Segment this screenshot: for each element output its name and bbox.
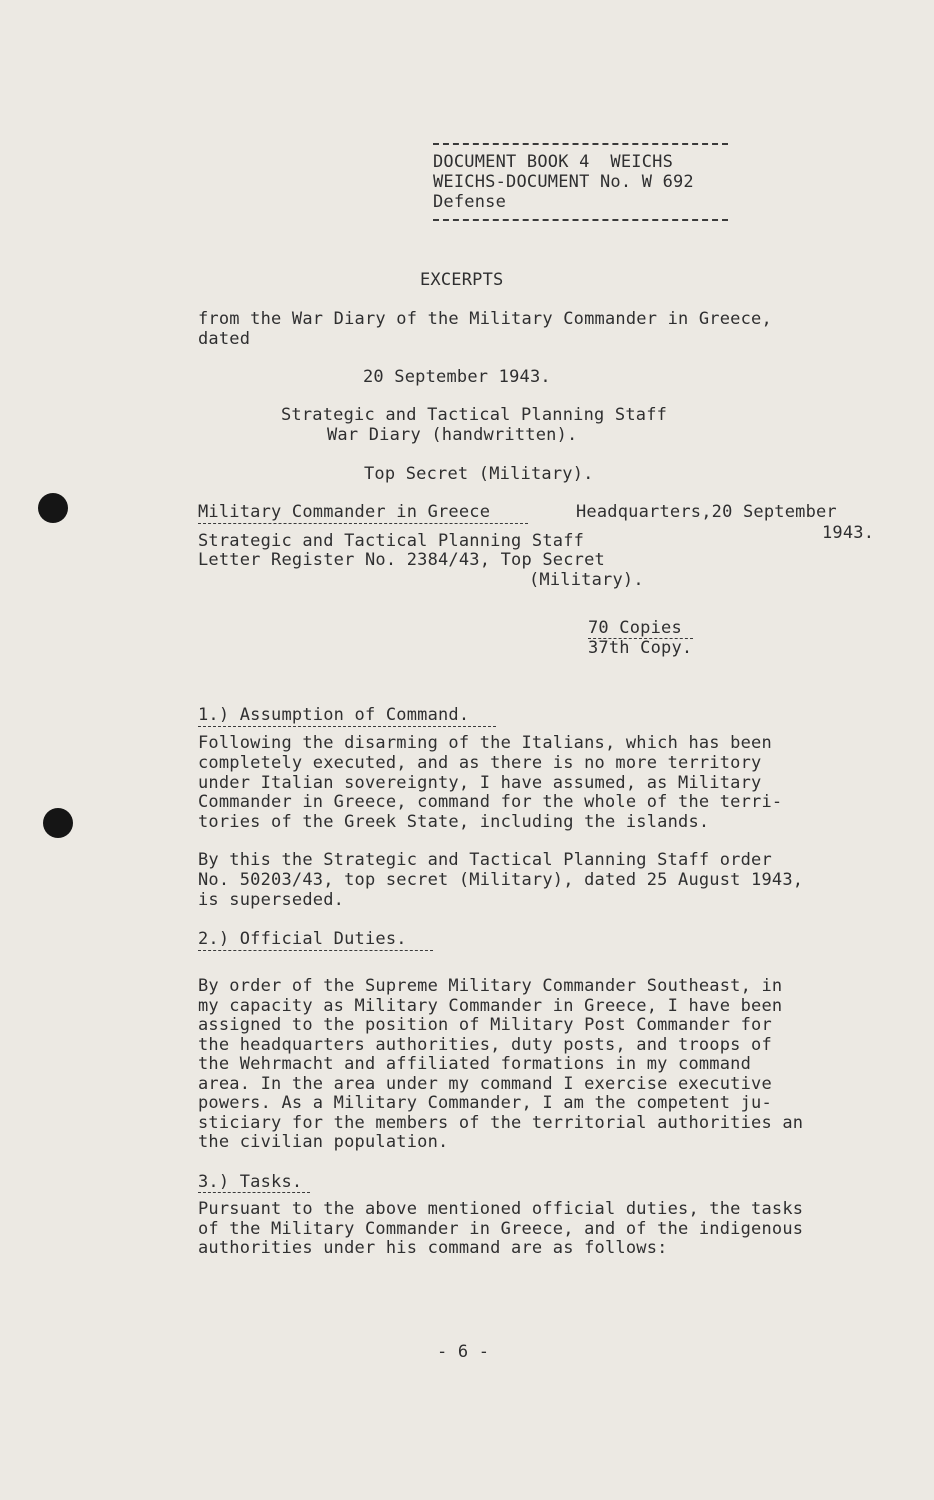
section-2-heading: 2.) Official Duties. (198, 929, 407, 949)
copies-line-1: 70 Copies (588, 618, 682, 638)
section-2-p1-line: By order of the Supreme Military Commander Southeast, in (198, 976, 783, 996)
intro-line-2: dated (198, 329, 251, 349)
section-2-heading-underline (198, 950, 433, 951)
intro-line-1: from the War Diary of the Military Commander in Greece, (198, 309, 772, 329)
section-1-p1-line: tories of the Greek State, including the islands. (198, 812, 710, 832)
section-2-p1-line: my capacity as Military Commander in Greece, I have been (198, 996, 783, 1016)
classification: Top Secret (Military). (364, 464, 594, 484)
section-1-p2-line: is superseded. (198, 890, 345, 910)
section-1-heading-underline (198, 726, 496, 727)
diary-date: 20 September 1943. (363, 367, 551, 387)
section-1-p2-line: By this the Strategic and Tactical Planning Staff order (198, 850, 772, 870)
copies-line-2: 37th Copy. (588, 638, 693, 658)
section-1-heading: 1.) Assumption of Command. (198, 705, 470, 725)
section-3-p1-line: Pursuant to the above mentioned official duties, the tasks (198, 1199, 804, 1219)
section-2-p1-line: powers. As a Military Commander, I am the competent ju- (198, 1093, 772, 1113)
section-2-p1-line: assigned to the position of Military Post Commander for (198, 1015, 772, 1035)
section-2-p1-line: the Wehrmacht and affiliated formations in my command (198, 1054, 752, 1074)
header-rule-bottom (433, 219, 728, 221)
section-3-heading: 3.) Tasks. (198, 1172, 303, 1192)
page-number: - 6 - (437, 1342, 490, 1362)
section-2-p1-line: the headquarters authorities, duty posts, and troops of (198, 1035, 772, 1055)
staff-line-2: War Diary (handwritten). (327, 425, 578, 445)
header-line-1: DOCUMENT BOOK 4 WEICHS (433, 152, 674, 172)
section-1-p1-line: Commander in Greece, command for the whole of the terri- (198, 792, 783, 812)
section-2-p1-line: sticiary for the members of the territorial authorities an (198, 1113, 804, 1133)
letterhead-line-4: (Military). (529, 570, 644, 590)
punch-hole-bottom (43, 808, 73, 838)
letterhead-line-2: Strategic and Tactical Planning Staff (198, 531, 585, 551)
letterhead-hq-year: 1943. (822, 523, 875, 543)
section-2-p1-line: area. In the area under my command I exercise executive (198, 1074, 772, 1094)
header-rule-top (433, 143, 728, 145)
letterhead-line-3: Letter Register No. 2384/43, Top Secret (198, 550, 605, 570)
document-title: EXCERPTS (420, 270, 504, 290)
letterhead-hq: Headquarters,20 September (576, 502, 837, 522)
section-3-heading-underline (198, 1192, 310, 1193)
section-1-p1-line: completely executed, and as there is no more territory (198, 753, 762, 773)
staff-line-1: Strategic and Tactical Planning Staff (281, 405, 668, 425)
section-2-p1-line: the civilian population. (198, 1132, 449, 1152)
header-line-2: WEICHS-DOCUMENT No. W 692 (433, 172, 694, 192)
section-1-p1-line: under Italian sovereignty, I have assumed, as Military (198, 773, 762, 793)
letterhead-from: Military Commander in Greece (198, 502, 491, 522)
section-3-p1-line: of the Military Commander in Greece, and of the indigenous (198, 1219, 804, 1239)
punch-hole-top (38, 493, 68, 523)
section-1-p1-line: Following the disarming of the Italians, which has been (198, 733, 772, 753)
section-1-p2-line: No. 50203/43, top secret (Military), dated 25 August 1943, (198, 870, 804, 890)
section-3-p1-line: authorities under his command are as follows: (198, 1238, 668, 1258)
header-line-3: Defense (433, 192, 507, 212)
letterhead-from-underline (198, 523, 528, 524)
